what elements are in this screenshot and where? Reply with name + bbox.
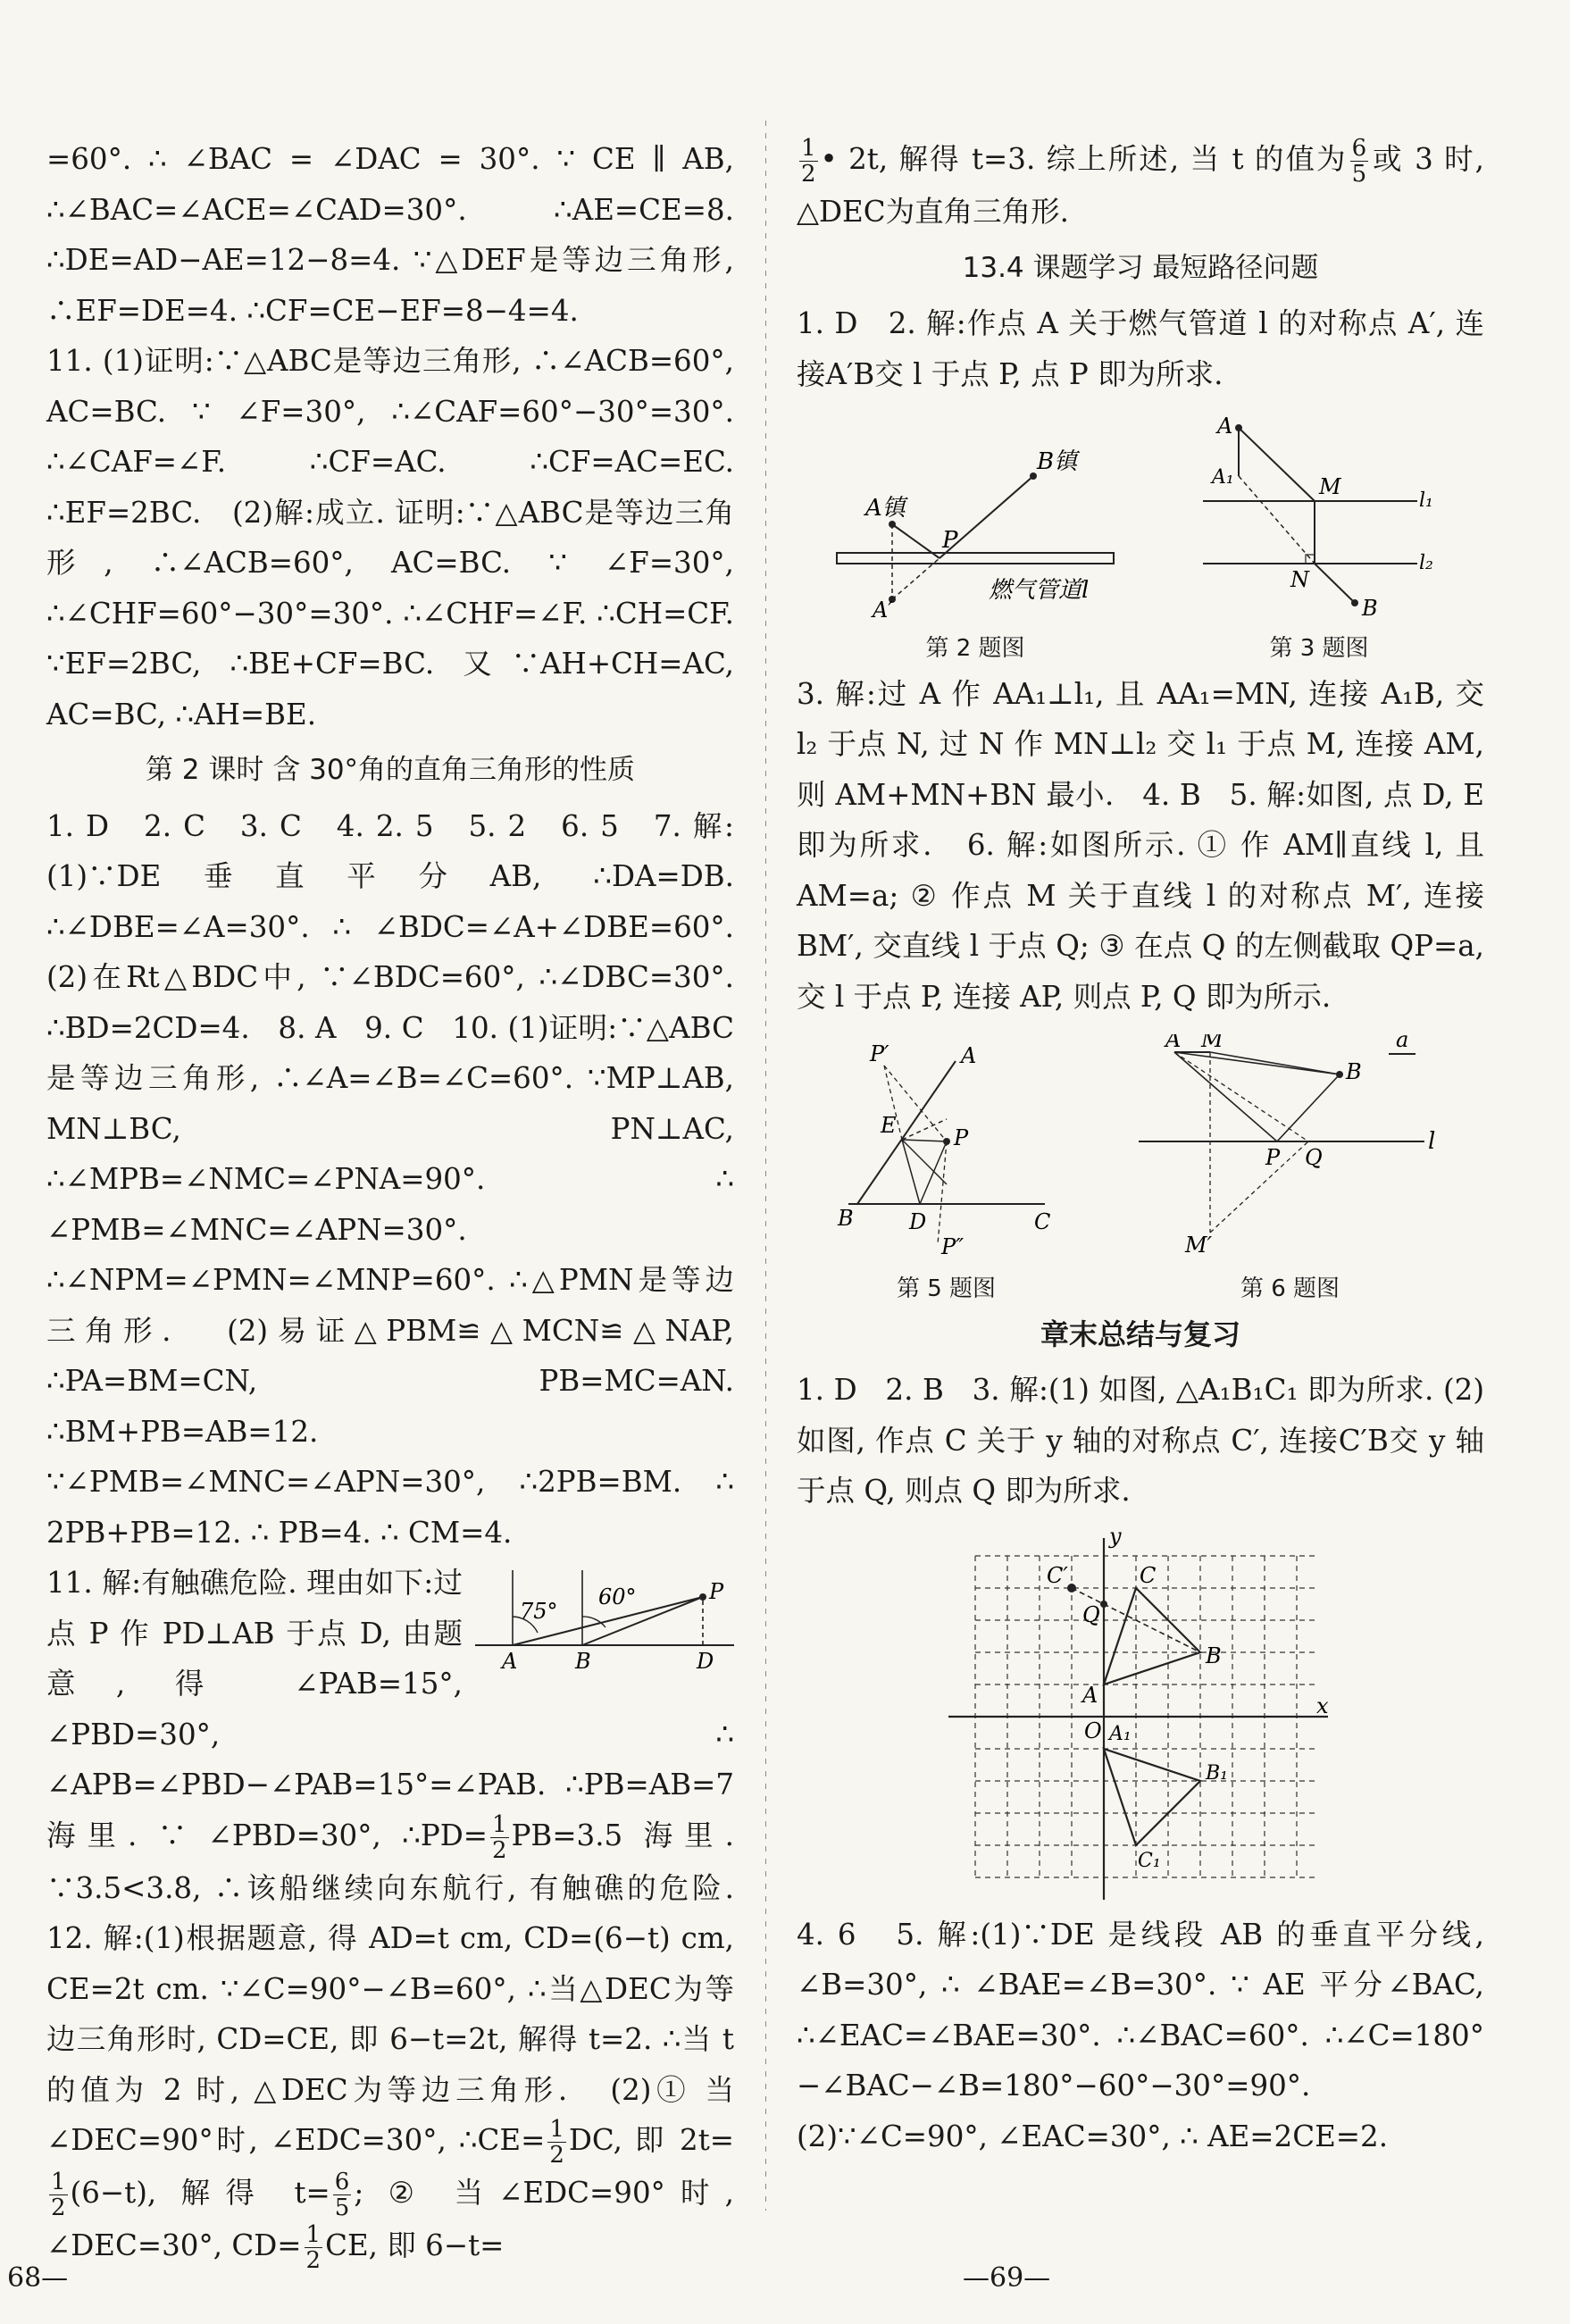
section-heading-lesson2: 第 2 课时 含 30°角的直角三角形的性质	[145, 754, 636, 786]
section-heading-13-4: 13.4 课题学习 最短路径问题	[962, 251, 1319, 284]
label-l1: l₁	[1419, 489, 1433, 512]
section-heading-chapter-review: 章末总结与复习	[1040, 1317, 1240, 1351]
right-paragraph-3: 3. 解:过 A 作 AA₁⊥l₁, 且 AA₁=MN, 连接 A₁B, 交 l₂ 于点 N, 过 N 作 MN⊥l₂ 交 l₁ 于点 M, 连接 AM, 则 AM+MN+BN 最小. 4. B 5. 解:如图, 点 D, E 即为所求. 6. 解:如图所示. ① 作 AM∥直线 l, 且 AM=a; ② 作点 M 关于直线 l 的对称点 M′, 连接 BM′, 交直线 l 于点 Q; ③ 在点 Q 的左侧截取 QP=a, 交 l 于点 P, 连接 AP, 则点 P, Q 即为所示.	[797, 676, 1494, 1014]
right-paragraph-5: 4. 6 5. 解:(1)∵DE 是线段 AB 的垂直平分线, ∠B=30°, ∴ ∠BAE=∠B=30°. ∵ AE 平分∠BAC, ∴∠EAC=∠BAE=30°. ∴∠BAC=60°. ∴∠C=180°−∠BAC−∠B=180°−60°−30°=90°. (2)∵∠C=90°, ∠EAC=30°, ∴ AE=2CE=2.	[797, 1917, 1494, 2153]
origin-label: O	[1084, 1718, 1102, 1743]
label-a-segment: a	[1395, 1034, 1408, 1052]
axis-y-label: y	[1109, 1528, 1122, 1549]
q12-text-c: DC, 即 2t=	[568, 2123, 734, 2157]
page-number-right: —69—	[963, 2262, 1051, 2294]
label-m: M	[1200, 1034, 1223, 1052]
label-n: N	[1290, 567, 1309, 592]
label-b: B	[1206, 1643, 1222, 1668]
label-b-town: B镇	[1037, 448, 1078, 475]
fraction: $\frac{1}{2}$	[549, 2116, 564, 2169]
label-l2: l₂	[1419, 552, 1433, 574]
fraction: $\frac{1}{2}$	[801, 135, 816, 188]
angle-60-label: 60°	[598, 1584, 637, 1609]
point-d-label: D	[697, 1649, 714, 1670]
label-d: D	[908, 1209, 926, 1234]
figure-6	[1130, 1034, 1451, 1304]
q11-text-b: PB=3.5 海里. ∵3.5<3.8, ∴该船继续向东航行, 有触礁的危险. 12. 解:(1)根据题意, 得 AD=t cm, CD=(6−t) cm, CE=2t cm. ∵∠C=90°−∠B=60°, ∴当△DEC为等边三角形时, CD=CE, 即 6−t=2t, 解得 t=2. ∴当 t 的值为 2 时, △DEC为等边三角形. (2)① 当∠DEC=90°时, ∠EDC=30°, ∴CE=	[46, 1818, 762, 2157]
figure-5-caption: 第 5 题图	[896, 1275, 997, 1302]
label-l: l	[1427, 1128, 1435, 1155]
label-b: B	[837, 1206, 854, 1231]
label-a1: A₁	[1212, 466, 1234, 489]
label-p-prime: P′	[869, 1041, 889, 1066]
right-paragraph-1	[797, 134, 1494, 238]
right-text-b: 或 3 时, △DEC为直角三角形.	[797, 142, 1494, 229]
figure-3	[1185, 412, 1453, 664]
label-p: P	[1265, 1145, 1280, 1170]
label-a-town: A镇	[865, 495, 906, 522]
left-column	[46, 134, 762, 2274]
figure-2-caption: 第 2 题图	[925, 634, 1025, 662]
pipeline-diagram	[828, 439, 1123, 617]
q12-text-d: (6−t), 解得 t=	[70, 2176, 330, 2210]
figure-2	[828, 439, 1123, 664]
label-c-prime: C′	[1047, 1562, 1068, 1588]
label-c: C	[1140, 1562, 1157, 1588]
figures-2-3	[797, 412, 1484, 664]
fraction: $\frac{1}{2}$	[492, 1810, 507, 1864]
coordinate-grid	[948, 1529, 1332, 1904]
left-paragraph-answers: 1. D 2. C 3. C 4. 2. 5 5. 2 6. 5 7. 解: (1)∵DE垂直平分AB, ∴DA=DB. ∴∠DBE=∠A=30°. ∴ ∠BDC=∠A+∠DBE=60°. (2)在Rt△BDC中, ∵∠BDC=60°, ∴∠DBC=30°. ∴BD=2CD=4. 8. A 9. C 10. (1)证明:∵△ABC是等边三角形, ∴∠A=∠B=∠C=60°. ∵MP⊥AB, MN⊥BC, PN⊥AC, ∴∠MPB=∠NMC=∠PNA=90°. ∴ ∠PMB=∠MNC=∠APN=30°. ∴∠NPM=∠PMN=∠MNP=60°. ∴△PMN是等边三角形. (2)易证△PBM≌△MCN≌△NAP, ∴PA=BM=CN, PB=MC=AN. ∴BM+PB=AB=12. ∵∠PMB=∠MNC=∠APN=30°, ∴2PB=BM. ∴ 2PB+PB=12. ∴ PB=4. ∴ CM=4.	[46, 808, 762, 1550]
figure-5	[831, 1034, 1063, 1304]
figures-5-6	[797, 1034, 1484, 1304]
fraction: $\frac{6}{5}$	[1351, 135, 1367, 188]
figure-3-caption: 第 3 题图	[1269, 634, 1369, 662]
angle-75-label: 75°	[520, 1599, 558, 1624]
axis-x-label: x	[1316, 1693, 1329, 1718]
right-paragraph-4: 1. D 2. B 3. 解:(1) 如图, △A₁B₁C₁ 即为所求. (2)如图, 作点 C 关于 y 轴的对称点 C′, 连接C′B交 y 轴于点 Q, 则点 Q 即为所求.	[797, 1373, 1484, 1508]
label-c: C	[1033, 1209, 1050, 1234]
label-q: Q	[1082, 1601, 1100, 1627]
right-text-a: • 2t, 解得 t=3. 综上所述, 当 t 的值为	[820, 142, 1348, 176]
label-b: B	[1345, 1059, 1362, 1084]
figure-6-caption: 第 6 题图	[1240, 1275, 1340, 1302]
page-number-left: 68—	[7, 2262, 69, 2294]
column-divider	[765, 121, 766, 2211]
point-p-label: P	[709, 1579, 724, 1604]
label-a: A	[1217, 414, 1233, 439]
label-q: Q	[1304, 1145, 1323, 1170]
fraction: $\frac{1}{2}$	[305, 2221, 322, 2274]
label-a: A	[960, 1043, 976, 1068]
q12-text-e: ; ② 当∠EDC=90°时, ∠DEC=30°, CD=	[46, 2176, 744, 2262]
label-p: P	[953, 1125, 968, 1150]
figure-q11	[475, 1563, 734, 1686]
label-p: P	[942, 527, 958, 554]
label-a: A	[1165, 1034, 1181, 1052]
right-paragraph-2: 1. D 2. 解:作点 A 关于燃气管道 l 的对称点 A′, 连接A′B交 l 于点 P, 点 P 即为所求.	[797, 306, 1484, 391]
q11-text-a: 11. 解:有触礁危险. 理由如下:过点 P 作 PD⊥AB 于点 D, 由题意, 得 ∠PAB=15°, ∠PBD=30°, ∴ ∠APB=∠PBD−∠PAB=15°=∠PAB. ∴PB=AB=7 海里. ∵ ∠PBD=30°, ∴PD=	[46, 1566, 744, 1852]
label-pipeline: 燃气管道l	[989, 577, 1090, 604]
label-c1: C₁	[1138, 1849, 1161, 1872]
fraction: $\frac{1}{2}$	[51, 2169, 66, 2221]
right-column	[797, 134, 1494, 2161]
point-a-label: A	[502, 1649, 518, 1670]
label-a-prime: A′	[873, 598, 893, 617]
triangle-diagram	[831, 1034, 1063, 1258]
label-b: B	[1362, 596, 1378, 617]
left-paragraph-q11: 11. (1)证明:∵△ABC是等边三角形, ∴∠ACB=60°, AC=BC. ∵ ∠F=30°, ∴∠CAF=60°−30°=30°. ∴∠CAF=∠F. ∴CF=AC. ∴CF=AC=EC. ∴EF=2BC. (2)解:成立. 证明:∵△ABC是等边三角形, ∴∠ACB=60°, AC=BC. ∵ ∠F=30°, ∴∠CHF=60°−30°=30°. ∴∠CHF=∠F. ∴CH=CF. ∵EF=2BC, ∴BE+CF=BC. 又∵AH+CH=AC, AC=BC, ∴AH=BE.	[46, 344, 744, 731]
label-e: E	[880, 1113, 897, 1138]
parallel-lines-diagram	[1185, 412, 1453, 617]
fraction: $\frac{6}{5}$	[334, 2169, 350, 2221]
label-a1: A₁	[1109, 1722, 1132, 1745]
label-m-prime: M′	[1184, 1233, 1212, 1258]
label-b1: B₁	[1206, 1761, 1228, 1785]
left-paragraph-1: =60°. ∴ ∠BAC = ∠DAC = 30°. ∵ CE ∥ AB, ∴∠BAC=∠ACE=∠CAD=30°. ∴AE=CE=8. ∴DE=AD−AE=12−8=4. ∵△DEF是等边三角形, ∴EF=DE=4. ∴CF=CE−EF=8−4=4.	[46, 142, 744, 328]
q12-text-f: CE, 即 6−t=	[325, 2228, 505, 2262]
point-b-label: B	[575, 1649, 591, 1670]
label-m: M	[1319, 474, 1341, 499]
label-a: A	[1082, 1682, 1098, 1708]
coordinate-grid-figure	[797, 1529, 1484, 1904]
shortest-path-diagram	[1130, 1034, 1451, 1258]
ship-diagram	[475, 1563, 734, 1670]
label-p-double-prime: P″	[940, 1234, 964, 1258]
